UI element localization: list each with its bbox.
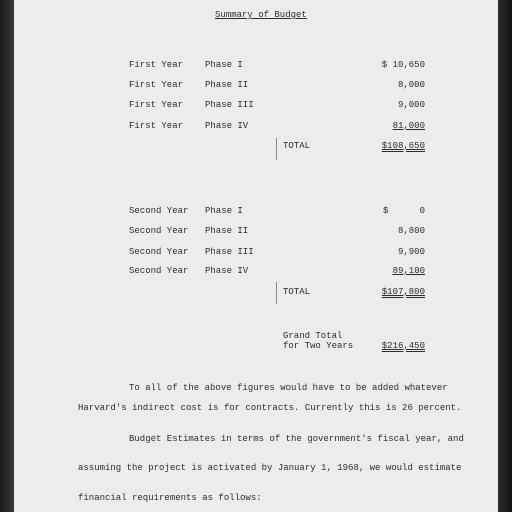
paragraph-line-1: To all of the above figures would have to be added whatever bbox=[129, 383, 448, 393]
second-year-row-2-phase: Phase II bbox=[205, 226, 249, 236]
first-year-row-2-year: First Year bbox=[129, 80, 184, 90]
first-year-row-1-amount: $ 10,650 bbox=[381, 60, 425, 70]
second-year-row-2-year: Second Year bbox=[129, 226, 189, 236]
second-year-row-3-phase: Phase III bbox=[205, 247, 254, 257]
second-year-row-1-year: Second Year bbox=[129, 206, 189, 216]
first-year-total-amount: $108,650 bbox=[381, 141, 425, 151]
first-year-row-4-amount: 81,000 bbox=[392, 121, 425, 131]
second-year-row-4-amount: 89,100 bbox=[392, 266, 425, 276]
second-year-row-3-year: Second Year bbox=[129, 247, 189, 257]
second-year-row-1-amount: 0 bbox=[419, 206, 425, 216]
second-year-total-rule bbox=[276, 282, 277, 304]
grand-total-label-line-2: for Two Years bbox=[283, 341, 354, 351]
first-year-row-2-phase: Phase II bbox=[205, 80, 249, 90]
page-title: Summary of Budget bbox=[215, 10, 307, 20]
second-year-total-amount: $107,800 bbox=[381, 287, 425, 297]
grand-total-label-line-1: Grand Total bbox=[283, 331, 343, 341]
second-year-row-4-year: Second Year bbox=[129, 266, 189, 276]
second-year-row-1-amount-prefix: $ bbox=[383, 206, 389, 216]
paragraph-line-2: Harvard's indirect cost is for contracts. Currently this is 26 percent. bbox=[78, 403, 462, 413]
first-year-row-3-amount: 9,000 bbox=[397, 100, 425, 110]
document-page bbox=[14, 0, 498, 512]
paragraph-line-3: Budget Estimates in terms of the government's fiscal year, and bbox=[129, 434, 464, 444]
first-year-row-3-year: First Year bbox=[129, 100, 184, 110]
second-year-row-2-amount: 8,800 bbox=[397, 226, 425, 236]
first-year-row-2-amount: 8,000 bbox=[397, 80, 425, 90]
scan-edge-right bbox=[498, 0, 512, 512]
paragraph-line-4: assuming the project is activated by January 1, 1968, we would estimate bbox=[78, 463, 462, 473]
first-year-total-rule bbox=[276, 138, 277, 160]
first-year-row-3-phase: Phase III bbox=[205, 100, 254, 110]
first-year-row-1-year: First Year bbox=[129, 60, 184, 70]
first-year-row-1-phase: Phase I bbox=[205, 60, 243, 70]
first-year-row-4-year: First Year bbox=[129, 121, 184, 131]
first-year-total-label: TOTAL bbox=[283, 141, 311, 151]
scan-edge-left bbox=[0, 0, 14, 512]
paragraph-line-5: financial requirements as follows: bbox=[78, 493, 262, 503]
second-year-row-3-amount: 9,900 bbox=[397, 247, 425, 257]
second-year-row-1-phase: Phase I bbox=[205, 206, 243, 216]
second-year-row-4-phase: Phase IV bbox=[205, 266, 249, 276]
first-year-row-4-phase: Phase IV bbox=[205, 121, 249, 131]
grand-total-amount: $216,450 bbox=[381, 341, 425, 351]
second-year-total-label: TOTAL bbox=[283, 287, 311, 297]
